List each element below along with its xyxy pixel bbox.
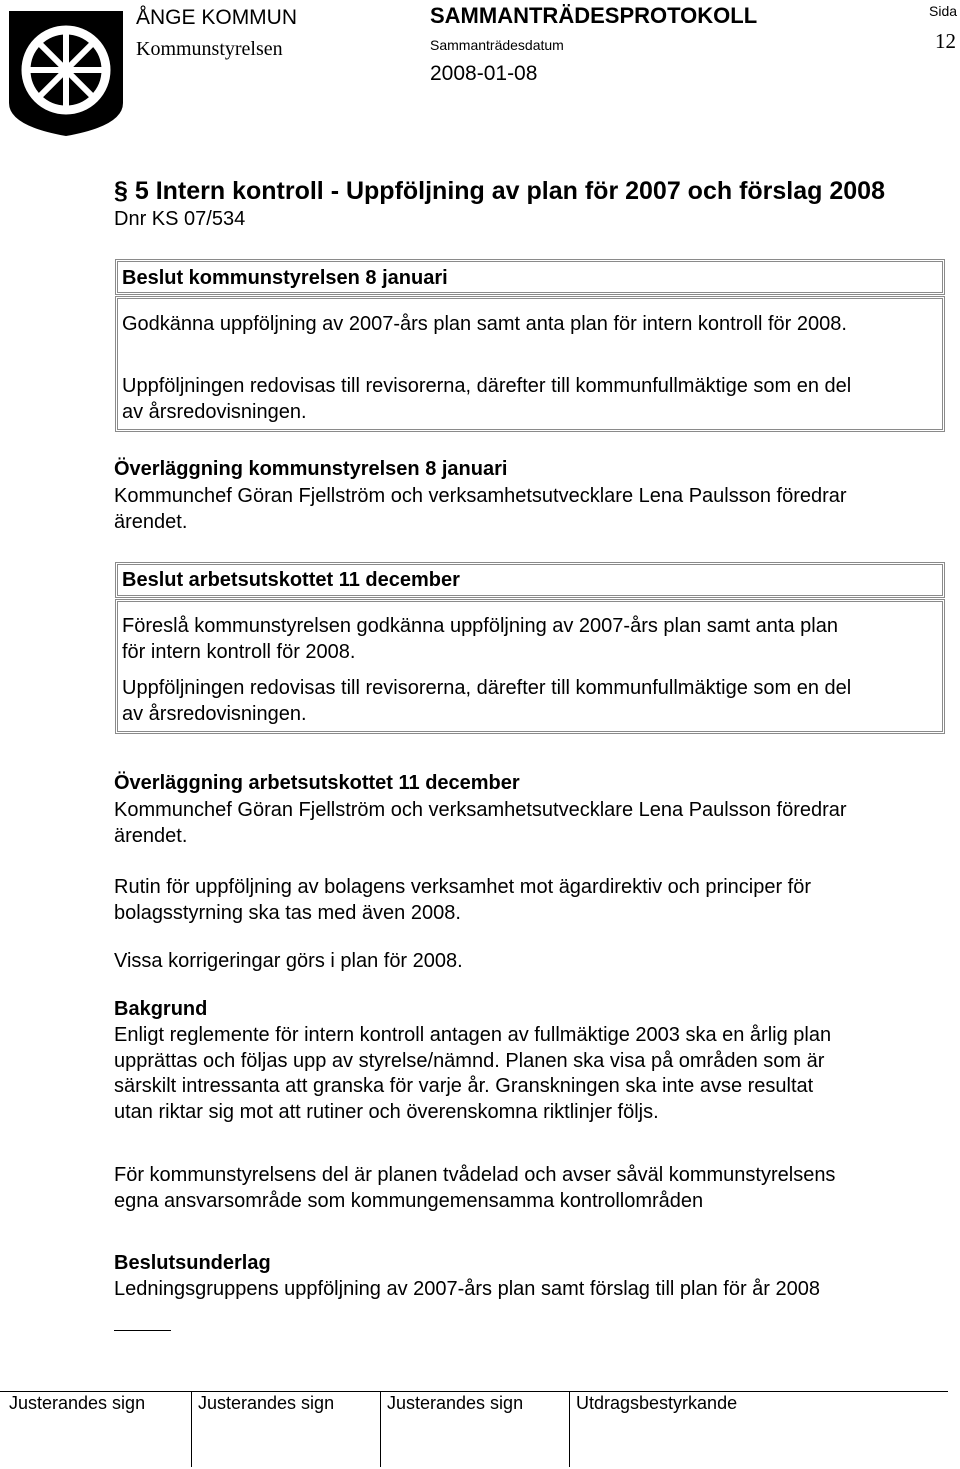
background-text: Enligt reglemente för intern kontroll antagen av fullmäktige 2003 ska en årlig plan: [114, 1024, 832, 1046]
deliberation-ks-text: ärendet.: [114, 511, 188, 533]
deliberation-au-text: ärendet.: [114, 825, 188, 847]
signature-divider: [569, 1391, 570, 1467]
decision-au-paragraph: av årsredovisningen.: [122, 703, 307, 725]
end-rule: [114, 1330, 171, 1331]
deliberation-au-text: Rutin för uppföljning av bolagens verksamhet mot ägardirektiv och principer för: [114, 876, 812, 898]
section-title: § 5 Intern kontroll - Uppföljning av plan för 2007 och förslag 2008: [114, 177, 885, 205]
case-number: Dnr KS 07/534: [114, 208, 246, 230]
board-name: Kommunstyrelsen: [136, 38, 283, 60]
signature-field-3: Justerandes sign: [387, 1393, 524, 1413]
background-text: upprättas och följas upp av styrelse/nämnd. Planen ska visa på områden som är: [114, 1050, 825, 1072]
deliberation-ks-heading: Överläggning kommunstyrelsen 8 januari: [114, 458, 508, 480]
background-text: särskilt intressanta att granska för varje år. Granskningen ska inte avse resultat: [114, 1075, 814, 1097]
basis-text: Ledningsgruppens uppföljning av 2007-års plan samt förslag till plan för år 2008: [114, 1278, 821, 1300]
signature-divider: [191, 1391, 192, 1467]
background-text: egna ansvarsområde som kommungemensamma kontrollområden: [114, 1190, 704, 1212]
background-text: utan riktar sig mot att rutiner och överenskomna riktlinjer följs.: [114, 1101, 659, 1123]
deliberation-au-text: Kommunchef Göran Fjellström och verksamhetsutvecklare Lena Paulsson föredrar: [114, 799, 847, 821]
meeting-date: 2008-01-08: [430, 62, 538, 85]
signature-divider: [380, 1391, 381, 1467]
deliberation-au-heading: Överläggning arbetsutskottet 11 december: [114, 772, 520, 794]
decision-ks-paragraph: Uppföljningen redovisas till revisorerna, därefter till kommunfullmäktige som en del: [122, 375, 852, 397]
decision-ks-heading: Beslut kommunstyrelsen 8 januari: [122, 267, 448, 289]
deliberation-au-text: Vissa korrigeringar görs i plan för 2008.: [114, 950, 463, 972]
background-heading: Bakgrund: [114, 998, 208, 1020]
decision-au-paragraph: Föreslå kommunstyrelsen godkänna uppföljning av 2007-års plan samt anta plan: [122, 615, 838, 637]
basis-heading: Beslutsunderlag: [114, 1252, 271, 1274]
decision-ks-paragraph: Godkänna uppföljning av 2007-års plan samt anta plan för intern kontroll för 2008.: [122, 313, 847, 335]
background-text: För kommunstyrelsens del är planen tvådelad och avser såväl kommunstyrelsens: [114, 1164, 836, 1186]
decision-au-paragraph: för intern kontroll för 2008.: [122, 641, 356, 663]
decision-ks-paragraph: av årsredovisningen.: [122, 401, 307, 423]
document-type: SAMMANTRÄDESPROTOKOLL: [430, 3, 758, 28]
decision-au-paragraph: Uppföljningen redovisas till revisorerna, därefter till kommunfullmäktige som en del: [122, 677, 852, 699]
municipality-logo: [6, 8, 126, 138]
organization-name: ÅNGE KOMMUN: [136, 6, 298, 29]
deliberation-au-text: bolagsstyrning ska tas med även 2008.: [114, 902, 461, 924]
decision-au-heading: Beslut arbetsutskottet 11 december: [122, 569, 460, 591]
signature-row-line: [0, 1391, 948, 1392]
meeting-date-label: Sammanträdesdatum: [430, 37, 564, 53]
page-label: Sida: [929, 3, 958, 19]
signature-field-2: Justerandes sign: [198, 1393, 335, 1413]
certification-field: Utdragsbestyrkande: [576, 1393, 738, 1413]
deliberation-ks-text: Kommunchef Göran Fjellström och verksamhetsutvecklare Lena Paulsson föredrar: [114, 485, 847, 507]
page-number: 12: [935, 29, 956, 53]
signature-field-1: Justerandes sign: [9, 1393, 146, 1413]
